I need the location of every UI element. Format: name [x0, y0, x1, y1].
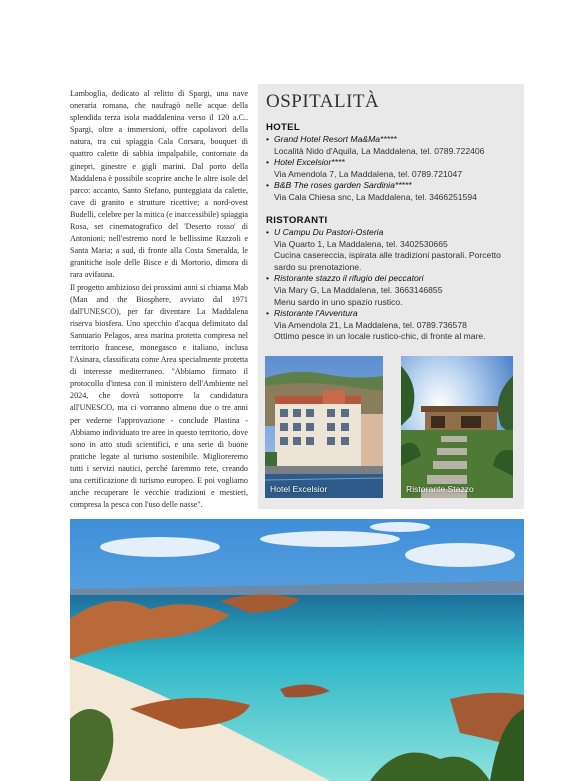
bullet: •: [266, 273, 270, 284]
restaurant-description: Cucina casereccia, ispirata alle tradizioni pastorali. Porcetto sardo su prenotazione.: [274, 250, 501, 272]
restaurant-description: Ottimo pesce in un locale rustico-chic, di fronte al mare.: [274, 331, 486, 342]
restaurant-photo-image: [401, 356, 513, 498]
hotel-heading: HOTEL: [266, 122, 301, 133]
restaurant-address: Via Amendola 21, La Maddalena, tel. 0789.736578: [274, 319, 467, 330]
bullet: •: [266, 134, 270, 144]
bullet: •: [266, 157, 270, 168]
bullet: •: [266, 308, 270, 319]
hotel-list: [266, 134, 520, 204]
beach-image: [70, 519, 524, 781]
beach-photo: [70, 519, 524, 781]
restaurant-address: Via Quarto 1, La Maddalena, tel. 3402530665: [274, 238, 448, 249]
list-item: [266, 157, 520, 180]
article-text: [70, 88, 248, 511]
list-item: [266, 180, 520, 203]
list-item: [266, 134, 520, 157]
bullet: •: [266, 180, 270, 191]
restaurant-name: Ristorante stazzo il rifugio dei peccatori: [274, 273, 424, 284]
hotel-address: Località Nido d'Aquila, La Maddalena, tel. 0789.722406: [274, 145, 485, 156]
hospitality-box: [258, 84, 524, 509]
restaurant-address: Via Mary G, La Maddalena, tel. 3663146855: [274, 284, 443, 295]
restaurant-name: Ristorante l'Avventura: [274, 308, 358, 319]
article-paragraph-1: Lamboglia, dedicato al relitto di Spargi, una nave oneraria romana, che naufragò nelle acque della splendida terza isola maddalenina verso il 120 a.C.. Spargi, oltre a immersioni, offre capolavori della natura, tra cui spiaggia Cala Corsara, bouquet di quattro calette di sabbia impalpabile, contornate da ginepri, ginestre e gigli marini. Dal porto della Maddalena è possibile scoprire anche le altre isole del parco: accanto, Santo Stefano, punteggiata da calette, cave di granito e strutture ricettive; a nord-ovest Budelli, celebre per la mitica (e inaccessibile) spiaggia Rosa, set cinematografico del 'Deserto rosso' di Antonioni; nell'estremo nord le bellissime Razzoli e Santa Maria; a sud, di fronte alla Costa Smeralda, le granitiche isole delle Bisce e di Mortorio, dimora di rara avifauna.: [70, 89, 248, 280]
list-item: [266, 227, 520, 273]
restaurant-list: [266, 227, 520, 343]
hotel-photo-image: [265, 356, 383, 498]
hotel-name: Grand Hotel Resort Ma&Ma*****: [274, 134, 397, 144]
hotel-excelsior-photo: [265, 356, 383, 498]
list-item: [266, 273, 520, 308]
restaurant-description: Menu sardo in uno spazio rustico.: [274, 296, 403, 307]
ristorante-stazzo-photo: [401, 356, 513, 498]
photo-caption: Hotel Excelsior: [270, 484, 328, 494]
hotel-address: Via Amendola 7, La Maddalena, tel. 0789.721047: [274, 168, 463, 179]
hotel-name: B&B The roses garden Sardinia*****: [274, 180, 412, 191]
bullet: •: [266, 227, 270, 237]
article-paragraph-2: Il progetto ambizioso dei prossimi anni si chiama Mab (Man and the Biosphere, avviato dal 1971 dall'UNESCO), per far diventare La Maddalena riserva biosfera. Uno specchio d'acqua delimitato dal Santuario Pelagos, area marina protetta compresa nel territorio francese, monegasco e italiano, inclusa l'Asinara, classificata come Area specialmente protetta di interesse mediterraneo. "Abbiamo firmato il protocollo d'intesa con il ministero dell'Ambiente nel 2024, che dovrà sottoporre la candidatura all'UNESCO, ma ci vorranno almeno due o tre anni per vederne l'approvazione - conclude Plastina - Abbiamo individuato tre aree in questo territorio, dove sono in atto studi scientifici, e una serie di buone pratiche legate al turismo sostenibile. Miglioreremo tutti i servizi nautici, perché faremmo rete, creando una certificazione di turismo europeo. E poi vogliamo anche recuperare le vecchie tradizioni e mestieri, compresa la pesca con l'uso delle nasse".: [70, 282, 248, 510]
box-title: OSPITALITÀ: [266, 91, 380, 112]
restaurant-name: U Campu Du Pastori-Osteria: [274, 227, 384, 237]
hotel-address: Via Cala Chiesa snc, La Maddalena, tel. 3466251594: [274, 191, 477, 202]
hotel-name: Hotel Excelsior****: [274, 157, 345, 168]
photo-caption: Ristorante Stazzo: [406, 484, 474, 494]
restaurant-heading: RISTORANTI: [266, 215, 328, 226]
list-item: [266, 308, 520, 343]
